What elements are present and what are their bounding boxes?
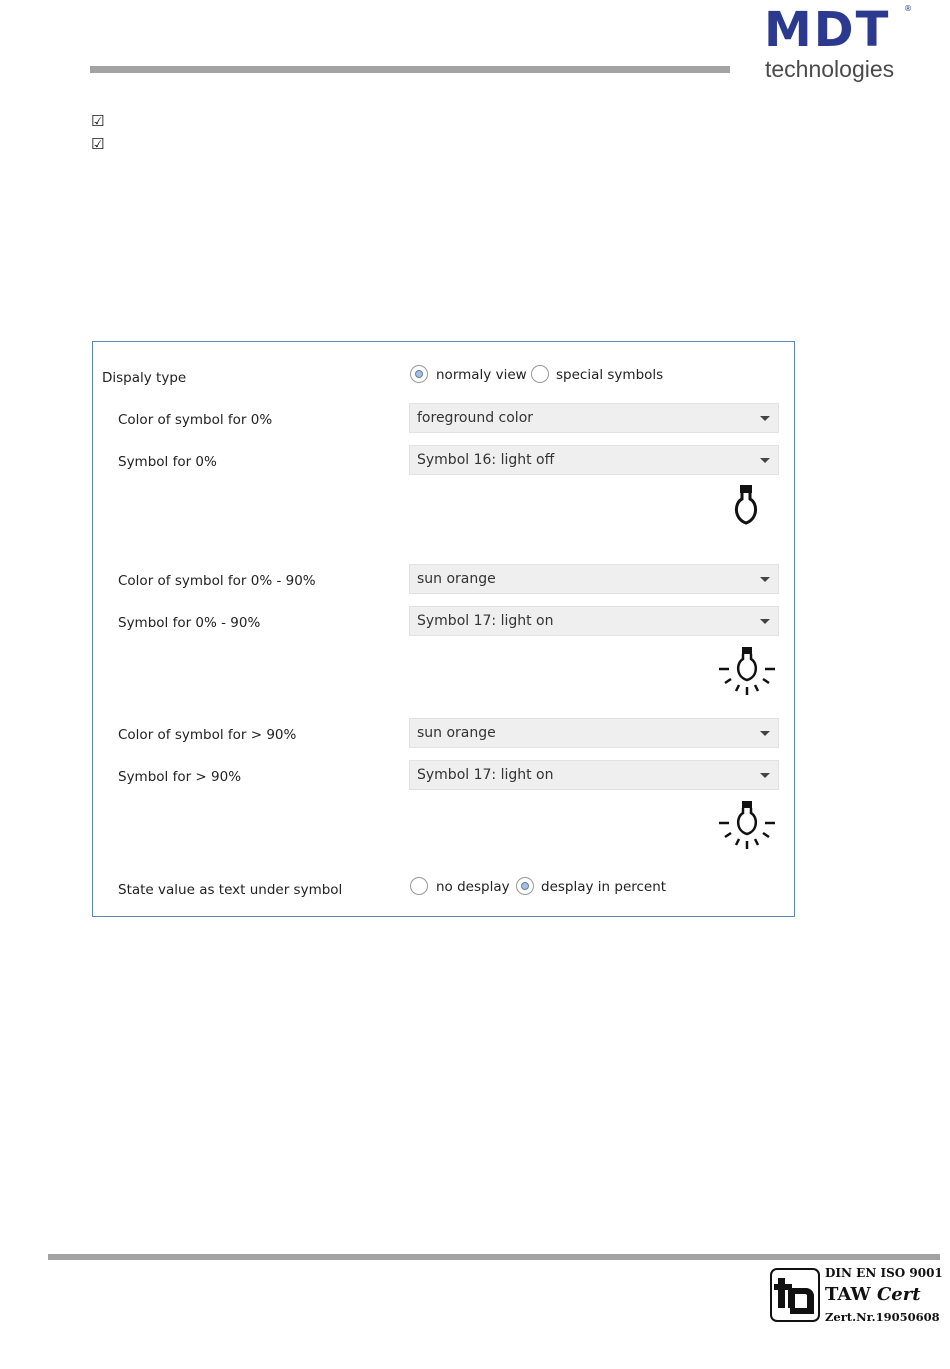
cert-name-a: TAW — [825, 1284, 877, 1305]
registered-mark: ® — [904, 4, 912, 13]
chevron-down-icon — [760, 577, 770, 582]
dropdown-symbol-90[interactable] — [409, 760, 779, 790]
mdt-logo — [764, 2, 914, 82]
dropdown-symbol-0[interactable] — [409, 445, 779, 475]
dropdown-color-90[interactable] — [409, 718, 779, 748]
dropdown-color-0[interactable] — [409, 403, 779, 433]
dropdown-value: Symbol 17: light on — [417, 613, 554, 629]
dropdown-value: Symbol 16: light off — [417, 452, 555, 468]
certification-badge — [770, 1266, 943, 1326]
footer-rule — [48, 1254, 940, 1260]
dropdown-symbol-0-90[interactable] — [409, 606, 779, 636]
radio-label-desplay-percent: desplay in percent — [541, 879, 667, 895]
cert-standard: DIN EN ISO 9001 — [825, 1266, 943, 1280]
chevron-down-icon — [760, 619, 770, 624]
row-label-color-0-90: Color of symbol for 0% - 90% — [118, 573, 316, 589]
checkbox-icon: ☑ — [91, 135, 105, 153]
row-label-symbol-0-90: Symbol for 0% - 90% — [118, 615, 261, 631]
row-label-symbol-0: Symbol for 0% — [118, 454, 217, 470]
display-type-label: Dispaly type — [102, 370, 187, 386]
radio-desplay-percent[interactable] — [516, 877, 534, 895]
radio-special-symbols[interactable] — [531, 365, 549, 383]
chevron-down-icon — [760, 416, 770, 421]
chevron-down-icon — [760, 773, 770, 778]
light-on-icon — [717, 799, 777, 855]
chevron-down-icon — [760, 458, 770, 463]
light-off-icon — [721, 483, 771, 529]
row-label-color-90: Color of symbol for > 90% — [118, 727, 297, 743]
state-text-label: State value as text under symbol — [118, 882, 343, 898]
settings-panel — [92, 341, 795, 917]
dropdown-color-0-90[interactable] — [409, 564, 779, 594]
radio-label-no-desplay: no desplay — [436, 879, 510, 895]
radio-label-normaly-view: normaly view — [436, 367, 527, 383]
dropdown-value: sun orange — [417, 571, 496, 587]
logo-mark: MDT — [764, 2, 891, 58]
cert-number: Zert.Nr.19050608 — [825, 1310, 940, 1324]
dropdown-value: sun orange — [417, 725, 496, 741]
cert-name — [825, 1284, 921, 1305]
row-label-color-0: Color of symbol for 0% — [118, 412, 273, 428]
logo-subtitle: technologies — [765, 56, 895, 82]
radio-label-special-symbols: special symbols — [556, 367, 664, 383]
row-label-symbol-90: Symbol for > 90% — [118, 769, 242, 785]
header-rule — [90, 66, 730, 73]
taw-cert-logo — [770, 1268, 820, 1322]
checkbox-icon: ☑ — [91, 112, 105, 130]
dropdown-value: Symbol 17: light on — [417, 767, 554, 783]
radio-normaly-view[interactable] — [410, 365, 428, 383]
light-on-icon — [717, 645, 777, 701]
cert-name-b: Cert — [876, 1284, 921, 1305]
chevron-down-icon — [760, 731, 770, 736]
radio-no-desplay[interactable] — [410, 877, 428, 895]
dropdown-value: foreground color — [417, 410, 534, 426]
